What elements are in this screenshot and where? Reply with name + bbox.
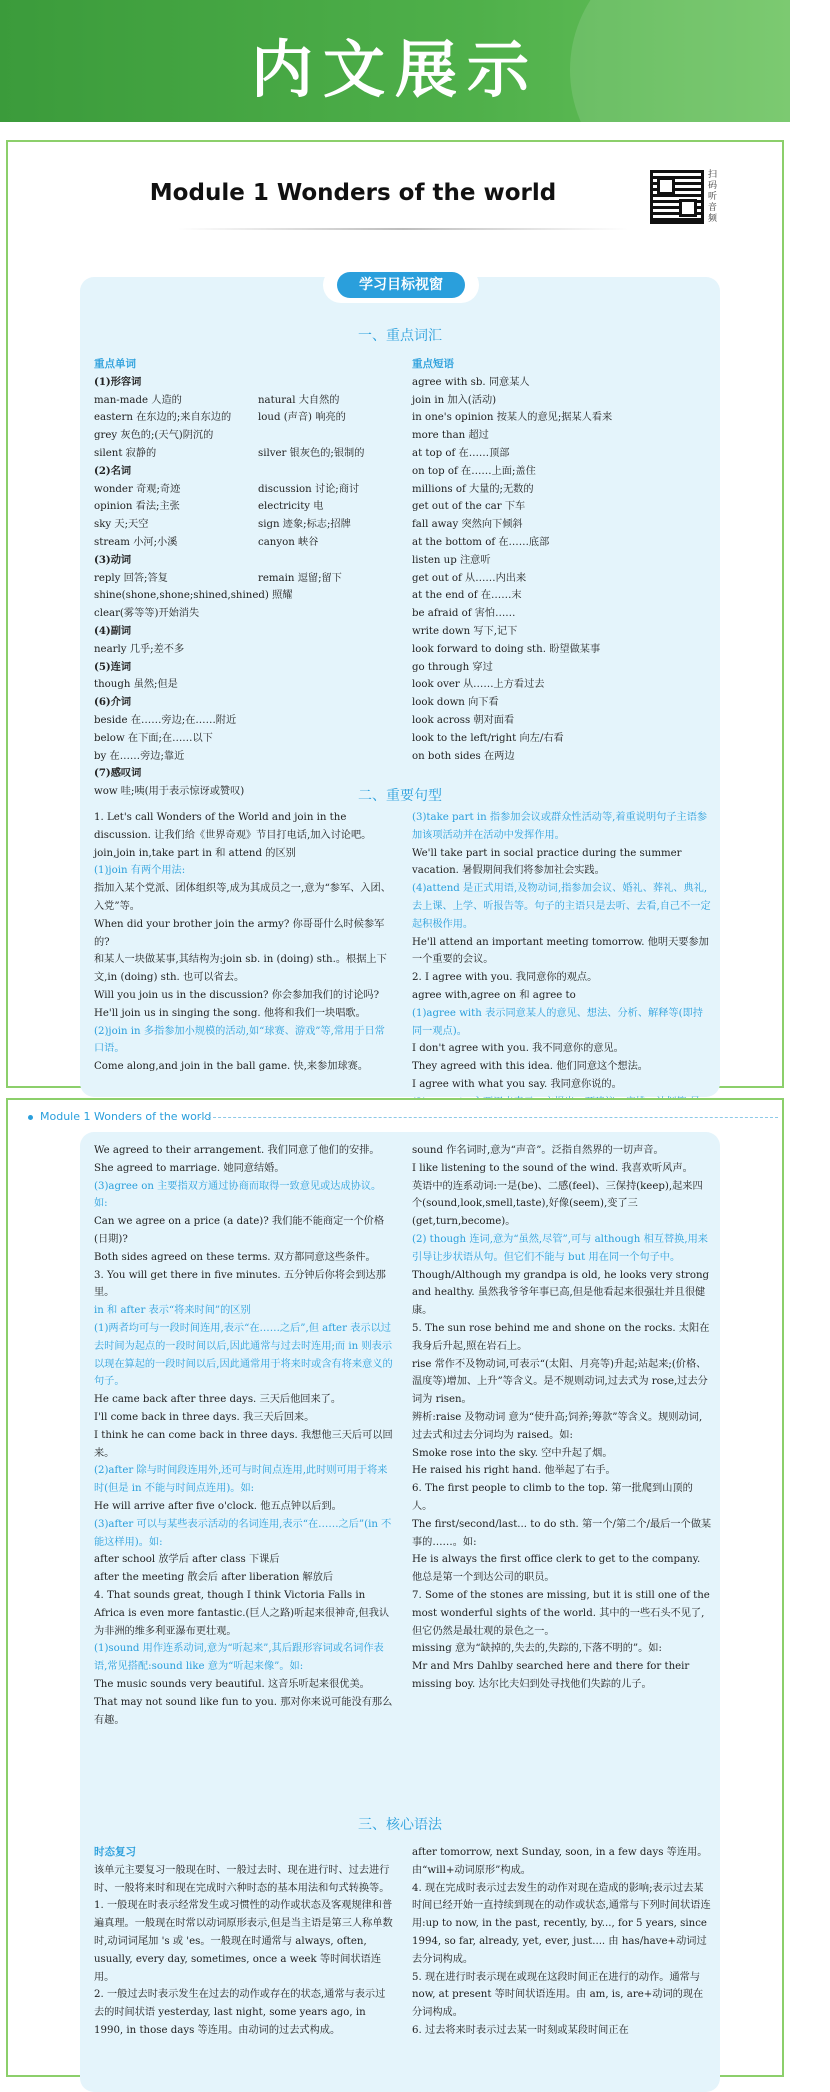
paragraph: I think he can come back in three days. 我想他三天后可以回来。	[94, 1429, 393, 1459]
paragraph: after the meeting 散会后 after liberation 解放后	[94, 1572, 334, 1584]
vocab-row	[94, 570, 394, 588]
paragraph: Come along,and join in the ball game. 快,来参加球赛。	[94, 1061, 369, 1073]
phrase-item: write down 写下,记下	[412, 625, 518, 637]
paragraph: (3)agree on 主要指双方通过协商而取得一致意见或达成协议。如:	[94, 1180, 382, 1210]
paragraph: 5. 现在进行时表示现在或现在这段时间正在进行的动作。通常与 now, at present 等时间状语连用。由 am, is, are+动词的现在分词构成。	[412, 1971, 704, 2019]
paragraph: We'll take part in social practice during the summer vacation. 暑假期间我们将参加社会实践。	[412, 847, 682, 877]
phrase-item: at the end of 在……末	[412, 590, 522, 602]
phrase-item: at top of 在……顶部	[412, 447, 510, 459]
paragraph: I like listening to the sound of the wind. 我喜欢听风声。	[412, 1162, 693, 1174]
running-header: Module 1 Wonders of the world	[28, 1110, 211, 1123]
paragraph: They agreed with this idea. 他们同意这个想法。	[412, 1061, 648, 1073]
paragraph: 时态复习	[94, 1846, 136, 1858]
phrase-item: on both sides 在两边	[412, 750, 515, 762]
pos-heading: (1)形容词	[94, 375, 142, 388]
paragraph: (1)sound 用作连系动词,意为“听起来”,其后跟形容词或名词作表语,常见搭配:sound like 意为“听起来像”。如:	[94, 1643, 384, 1673]
section-sentences-title: 二、重要句型	[358, 788, 442, 804]
sentence-left-column	[94, 809, 394, 1076]
paragraph: The first/second/last... to do sth. 第一个/第二个/最后一个做某事的……。如:	[412, 1518, 712, 1548]
word: man-made 人造的	[94, 394, 182, 406]
paragraph: He raised his right hand. 他举起了右手。	[412, 1465, 616, 1477]
phrase-item: look forward to doing sth. 盼望做某事	[412, 643, 601, 655]
paragraph: 7. Some of the stones are missing, but it is still one of the most wonderful sights of the world. 其中的一些石头不见了,但它仍然是最壮观的景色之一。	[412, 1589, 710, 1637]
paragraph: 指加入某个党派、团体组织等,成为其成员之一,意为“参军、入团、入党”等。	[94, 883, 391, 912]
paragraph: 2. 一般过去时表示发生在过去的动作或存在的状态,通常与表示过去的时间状语 yesterday, last night, some years ago, in 1990, in those days 等连用。由动词的过去式构成。	[94, 1989, 386, 2036]
phrase-item: be afraid of 害怕……	[412, 608, 516, 620]
word: nearly 几乎;差不多	[94, 643, 185, 655]
paragraph: 6. 过去将来时表示过去某一时刻或某段时间正在	[412, 2024, 629, 2036]
paragraph: (3)after 可以与某些表示活动的名词连用,表示“在……之后”(in 不能这样用)。如:	[94, 1518, 392, 1548]
paragraph: (1)join 有两个用法:	[94, 865, 186, 877]
paragraph: 4. 现在完成时表示过去发生的动作对现在造成的影响;表示过去某时间已经开始一直持续到现在的动作或状态,通常与下列时间状语连用:up to now, in the past, recently, by..., for 5 years, since 1994, so far, already, yet, ever, just.... 由 has/have+动词过去分词构成。	[412, 1882, 711, 1965]
grammar-right-column	[412, 1844, 712, 2040]
paragraph: (2)after 除与时间段连用外,还可与时间点连用,此时则可用于将来时(但是 in 不能与时间点连用)。如:	[94, 1465, 388, 1495]
word: beside 在……旁边;在……附近	[94, 714, 237, 726]
word: remain 逗留;留下	[258, 572, 342, 584]
paragraph: 6. The first people to climb to the top. 第一批爬到山顶的人。	[412, 1483, 693, 1512]
goal-badge-label: 学习目标视窗	[337, 272, 465, 298]
paragraph: Can we agree on a price (a date)? 我们能不能商定一个价格(日期)?	[94, 1216, 385, 1245]
paragraph: 辨析:raise 及物动词 意为“使升高;饲养;筹款”等含义。规则动词,过去式和过去分词均为 raised。如:	[412, 1411, 703, 1441]
word: shine(shone,shone;shined,shined) 照耀	[94, 590, 293, 602]
paragraph: (2) though 连词,意为“虽然,尽管”,可与 although 相互替换,用来引导让步状语从句。但它们不能与 but 用在同一个句子中。	[412, 1233, 708, 1263]
phrase-item: get out of the car 下车	[412, 501, 526, 513]
paragraph: The music sounds very beautiful. 这音乐听起来很优美。	[94, 1678, 370, 1690]
paragraph: 1. 一般现在时表示经常发生或习惯性的动作或状态及客观规律和普遍真理。一般现在时常以动词原形表示,但是当主语是第三人称单数时,动词词尾加 's 或 'es。一般现在时通常与 always, often, usually, every day, sometimes, once a week 等时间状语连用。	[94, 1900, 393, 1983]
phrase-item: agree with sb. 同意某人	[412, 376, 530, 388]
phrase-item: listen up 注意听	[412, 554, 491, 566]
word: sky 天;天空	[94, 519, 149, 531]
study-panel-continued	[80, 1132, 720, 2092]
word: below 在下面;在……以下	[94, 732, 213, 744]
paragraph: He'll attend an important meeting tomorrow. 他明天要参加一个重要的会议。	[412, 936, 709, 966]
paragraph: He came back after three days. 三天后他回来了。	[94, 1394, 342, 1406]
vocab-column	[94, 356, 394, 801]
page-one	[6, 140, 784, 1088]
module-title: Module 1 Wonders of the world	[149, 180, 557, 206]
word: eastern 在东边的;来自东边的	[94, 412, 232, 424]
paragraph: 5. The sun rose behind me and shone on the rocks. 太阳在我身后升起,照在岩石上。	[412, 1322, 710, 1352]
paragraph: We agreed to their arrangement. 我们同意了他们的安排。	[94, 1145, 380, 1156]
section-grammar-title: 三、核心语法	[358, 1817, 442, 1833]
vocab-row	[94, 427, 394, 445]
paragraph: She agreed to marriage. 她同意结婚。	[94, 1162, 285, 1174]
study-panel	[80, 277, 720, 1097]
paragraph: I'll come back in three days. 我三天后回来。	[94, 1411, 315, 1423]
phrase-item: join in 加入(活动)	[412, 394, 497, 406]
word: grey 灰色的;(天气)阴沉的	[94, 430, 214, 442]
pos-heading: (2)名词	[94, 464, 132, 477]
page-two	[6, 1098, 784, 2077]
paragraph: rise 常作不及物动词,可表示“(太阳、月亮等)升起;站起来;(价格、温度等)增加、上升”等含义。是不规则动词,过去式为 rose,过去分词为 risen。	[412, 1358, 708, 1406]
paragraph: after tomorrow, next Sunday, soon, in a few days 等连用。由“will+动词原形”构成。	[412, 1847, 708, 1876]
word: stream 小河;小溪	[94, 536, 178, 548]
pos-heading: (5)连词	[94, 660, 132, 673]
paragraph: (2)join in 多指参加小规模的活动,如“球赛、游戏”等,常用于日常口语。	[94, 1025, 385, 1055]
phrase-item: at the bottom of 在……底部	[412, 536, 550, 548]
vocab-row	[94, 481, 394, 499]
phrase-item: get out of 从……内出来	[412, 572, 527, 584]
vocab-row	[94, 498, 394, 516]
paragraph: Though/Although my grandpa is old, he looks very strong and healthy. 虽然我爷爷年事已高,但是他看起来很强壮并且很健康。	[412, 1269, 710, 1317]
paragraph: agree with,agree on 和 agree to	[412, 989, 576, 1001]
word: reply 回答;答复	[94, 572, 168, 584]
qr-label: 扫码听音频	[708, 170, 718, 224]
paragraph: 2. I agree with you. 我同意你的观点。	[412, 972, 598, 984]
paragraph: (1)agree with 表示同意某人的意见、想法、分析、解释等(即持同一观点)。	[412, 1007, 703, 1037]
word: by 在……旁边;靠近	[94, 750, 185, 762]
paragraph: after school 放学后 after class 下课后	[94, 1554, 280, 1566]
paragraph: Both sides agreed on these terms. 双方都同意这些条件。	[94, 1251, 376, 1263]
vocab-row	[94, 534, 394, 552]
paragraph: 4. That sounds great, though I think Victoria Falls in Africa is even more fantastic.(巨人之路)听起来很神奇,但我认为非洲的维多利亚瀑布更壮观。	[94, 1589, 390, 1637]
pos-heading: (4)副词	[94, 624, 132, 637]
paragraph: He is always the first office clerk to get to the company. 他总是第一个到达公司的职员。	[412, 1554, 701, 1584]
vocab-row	[94, 516, 394, 534]
phrase-heading: 重点短语	[412, 358, 454, 370]
sentence-left-column	[94, 1142, 394, 1729]
paragraph: Smoke rose into the sky. 空中升起了烟。	[412, 1447, 613, 1459]
pos-heading: (3)动词	[94, 553, 132, 566]
paragraph: join,join in,take part in 和 attend 的区别	[94, 847, 296, 859]
paragraph: (1)两者均可与一段时间连用,表示“在……之后”,但 after 表示以过去时间为起点的一段时间以后,因此通常与过去时连用;而 in 则表示以现在算起的一段时间以后,因此通常用于将来时或含有将来意义的句子。	[94, 1322, 393, 1388]
word: electricity 电	[258, 501, 324, 513]
phrase-item: look over 从……上方看过去	[412, 679, 545, 691]
phrase-item: more than 超过	[412, 430, 489, 442]
word: natural 大自然的	[258, 394, 340, 406]
word: though 虽然;但是	[94, 679, 178, 691]
phrase-item: millions of 大量的;无数的	[412, 483, 534, 495]
title-divider	[178, 228, 628, 230]
vocab-row	[94, 392, 394, 410]
pos-heading: (6)介词	[94, 696, 132, 709]
paragraph: 和某人一块做某事,其结构为:join sb. in (doing) sth.。根据上下文,in (doing) sth. 也可以省去。	[94, 954, 387, 984]
word: clear(雾等等)开始消失	[94, 608, 200, 620]
phrase-item: look down 向下看	[412, 697, 499, 709]
paragraph: (3)take part in 指参加会议或群众性活动等,着重说明句子主语参加该项活动并在活动中发挥作用。	[412, 812, 708, 841]
vocab-heading: 重点单词	[94, 358, 136, 370]
word: opinion 看法;主张	[94, 501, 180, 513]
word: wonder 奇观;奇迹	[94, 483, 181, 495]
header-rule	[198, 1117, 778, 1118]
phrase-item: look across 朝对面看	[412, 714, 515, 726]
paragraph: When did your brother join the army? 你哥哥什么时候参军的?	[94, 918, 385, 948]
paragraph: That may not sound like fun to you. 那对你来说可能没有那么有趣。	[94, 1696, 393, 1726]
vocab-row	[94, 409, 394, 427]
paragraph: (4)attend 是正式用语,及物动词,指参加会议、婚礼、葬礼、典礼,去上课、上学、听报告等。句子的主语只是去听、去看,自己不一定起积极作用。	[412, 883, 711, 930]
sentence-right-column	[412, 809, 712, 1129]
phrase-item: on top of 在……上面;盖住	[412, 465, 536, 477]
section-vocabulary-title: 一、重点词汇	[358, 328, 442, 344]
word: wow 哇;咦(用于表示惊讶或赞叹)	[94, 786, 245, 798]
phrase-item: look to the left/right 向左/右看	[412, 732, 564, 744]
goal-badge	[323, 267, 479, 303]
grammar-left-column	[94, 1844, 394, 2040]
word: silent 寂静的	[94, 447, 157, 459]
paragraph: missing 意为“缺掉的,失去的,失踪的,下落不明的”。如:	[412, 1643, 662, 1655]
paragraph: He'll join us in singing the song. 他将和我们一块唱歌。	[94, 1007, 366, 1019]
word: sign 迹象;标志;招牌	[258, 519, 351, 531]
paragraph: 3. You will get there in five minutes. 五分钟后你将会到达那里。	[94, 1269, 386, 1299]
pos-heading: (7)感叹词	[94, 767, 142, 780]
vocab-row	[94, 445, 394, 463]
sentence-right-column	[412, 1142, 712, 1694]
paragraph: 英语中的连系动词:一是(be)、二感(feel)、三保持(keep),起来四个(sound,look,smell,taste),好像(seem),变了三(get,turn,become)。	[412, 1180, 703, 1228]
phrase-item: fall away 突然向下倾斜	[412, 519, 523, 531]
word: silver 银灰色的;银制的	[258, 447, 365, 459]
paragraph: 1. Let's call Wonders of the World and join in the discussion. 让我们给《世界奇观》节目打电话,加入讨论吧。	[94, 812, 372, 841]
word: discussion 讨论;商讨	[258, 483, 360, 495]
paragraph: Mr and Mrs Dahlby searched here and there for their missing boy. 达尔比夫妇到处寻找他们失踪的儿子。	[412, 1661, 690, 1690]
paragraph: Will you join us in the discussion? 你会参加我们的讨论吗?	[94, 989, 380, 1001]
paragraph: I don't agree with you. 我不同意你的意见。	[412, 1043, 624, 1055]
banner	[0, 0, 790, 122]
word: loud (声音) 响亮的	[258, 412, 346, 424]
phrase-column	[412, 356, 712, 765]
paragraph: He will arrive after five o'clock. 他五点钟以后到。	[94, 1500, 342, 1512]
phrase-item: go through 穿过	[412, 661, 493, 673]
paragraph: sound 作名词时,意为“声音”。泛指自然界的一切声音。	[412, 1145, 664, 1156]
paragraph: 该单元主要复习一般现在时、一般过去时、现在进行时、过去进行时、一般将来时和现在完成时六种时态的基本用法和句式转换等。	[94, 1864, 390, 1894]
phrase-item: in one's opinion 按某人的意见;据某人看来	[412, 412, 613, 424]
paragraph: in 和 after 表示“将来时间”的区别	[94, 1305, 251, 1317]
qr-code-icon[interactable]	[650, 170, 704, 224]
word: canyon 峡谷	[258, 536, 319, 548]
paragraph: I agree with what you say. 我同意你说的。	[412, 1078, 622, 1090]
banner-title: 内文展示	[250, 33, 539, 106]
